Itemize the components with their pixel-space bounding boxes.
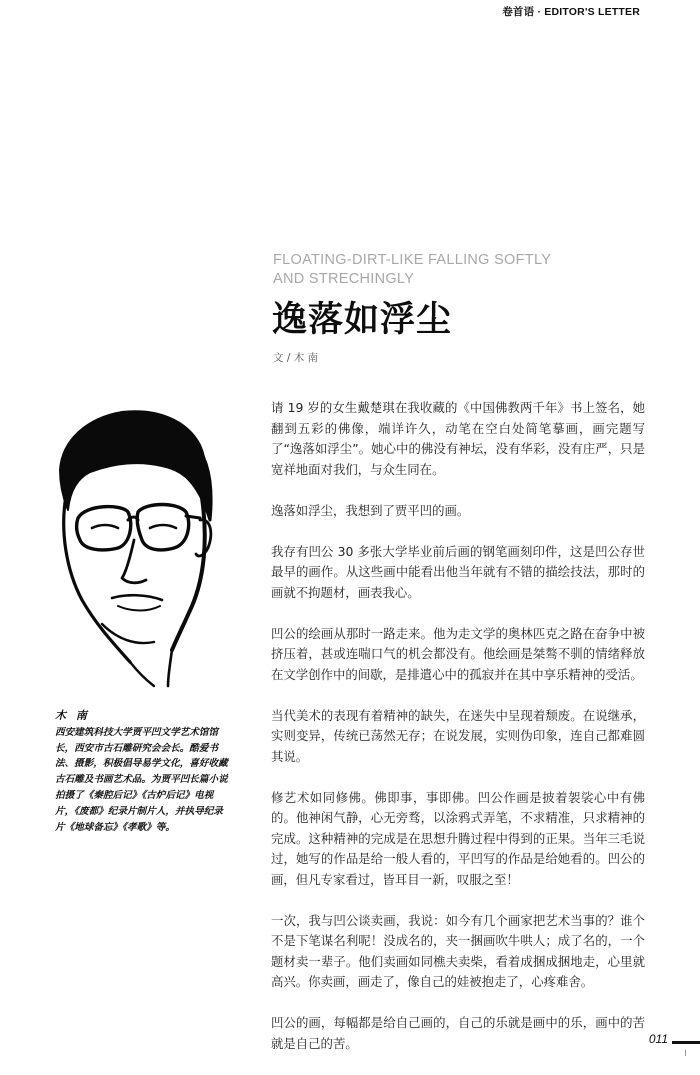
section-tag: 卷首语 · EDITOR'S LETTER — [502, 6, 640, 18]
paragraph: 逸落如浮尘，我想到了贾平凹的画。 — [271, 502, 470, 518]
paragraph: 请 19 岁的女生戴楚琪在我收藏的《中国佛教两千年》书上签名，她翻到五彩的佛像，端详许久，动笔在空白处简笔摹画，画完题写了“逸落如浮尘”。她心中的佛没有神坛，没有华彩，没有庄严，只是宽祥地面对我们，与众生同在。 — [271, 400, 645, 477]
english-title: FLOATING-DIRT-LIKE FALLING SOFTLY AND STRECHINGLY — [273, 252, 551, 287]
paragraph: 修艺术如同修佛。佛即事，事即佛。凹公作画是披着袈裟心中有佛的。他神闲气静，心无旁骛，以涂鸦式弄笔，不求精准，只求精神的完成。这种精神的完成是在思想升腾过程中得到的正果。当年三毛说过，她写的作品是给一般人看的，平凹写的作品是给她看的。凹公的画，但凡专家看过，皆耳目一新，叹服之至！ — [271, 789, 645, 887]
paragraph: 我存有凹公 30 多张大学毕业前后画的钢笔画刻印件，这是凹公存世最早的画作。从这些画中能看出他当年就有不错的描绘技法，那时的画就不拘题材，画表我心。 — [271, 543, 645, 600]
paragraph: 凹公的绘画从那时一路走来。他为走文学的奥林匹克之路在奋争中被挤压着，甚或连喘口气的机会都没有。他绘画是桀骜不驯的情绪释放在文学创作中的间歇，是排遣心中的孤寂并在其中享乐精神的受活。 — [271, 625, 645, 682]
page-number: 011 — [648, 1032, 668, 1046]
paragraph: 一次，我与凹公谈卖画，我说：如今有几个画家把艺术当事的？谁个不是下笔谋名利呢！没成名的，夹一捆画吹牛哄人；成了名的，一个题材卖一辈子。他们卖画如同樵夫卖柴，看着成捆成捆地走，心里就高兴。你卖画，画走了，像自己的娃被抱走了，心疼难舍。 — [271, 912, 645, 989]
byline: 文 / 木 南 — [273, 352, 319, 364]
page-number-rule — [672, 1041, 700, 1044]
edge-mark — [685, 1050, 686, 1056]
author-portrait-sketch — [42, 400, 222, 690]
paragraph: 当代美术的表现有着精神的缺失，在迷失中呈现着颓废。在说继承，实则变异，传统已荡然无存；在说发展，实则伪印象，连自己都难圆其说。 — [271, 707, 645, 764]
author-name: 木 南 — [55, 709, 90, 722]
article-body — [271, 398, 645, 1075]
chinese-title: 逸落如浮尘 — [272, 300, 453, 340]
author-bio — [55, 708, 230, 835]
paragraph: 凹公的画，每幅都是给自己画的，自己的乐就是画中的乐，画中的苦就是自己的苦。 — [271, 1015, 645, 1051]
author-bio-text: 西安建筑科技大学贾平凹文学艺术馆馆长，西安市古石雕研究会会长。酷爱书法、摄影，积极倡导易学文化，喜好收藏古石雕及书画艺术品。为贾平凹长篇小说拍摄了《秦腔后记》《古炉后记》电视片，《废都》纪录片制片人，并执导纪录片《地球备忘》《孝歌》等。 — [55, 726, 228, 833]
